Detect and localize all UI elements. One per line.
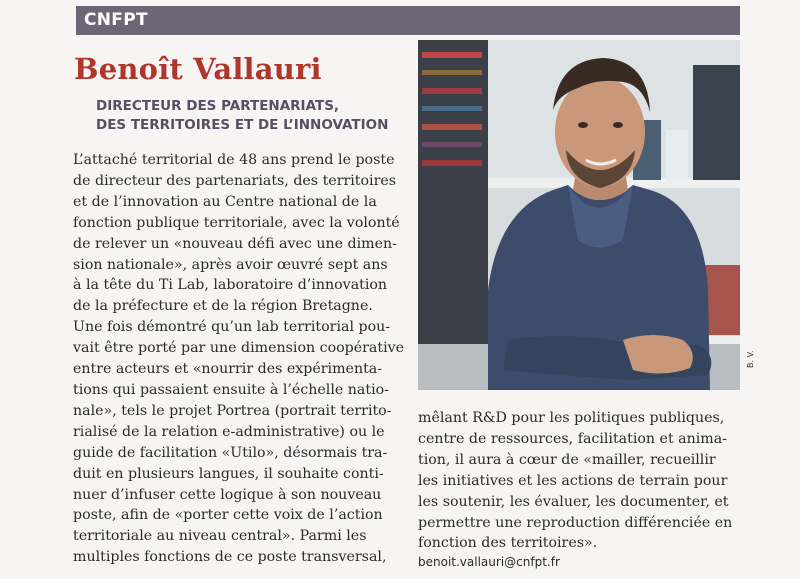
article-text-line: de relever un «nouveau défi avec une dimen-: [73, 235, 397, 252]
photo-credit: B. V.: [746, 350, 755, 368]
article-text-line: guide de facilitation «Utilo», désormais tra-: [73, 444, 388, 461]
article-text-line: tions qui passaient ensuite à l’échelle natio-: [73, 381, 389, 398]
contact-email[interactable]: benoit.vallauri@cnfpt.fr: [418, 555, 560, 569]
article-text-line: et de l’innovation au Centre national de la: [73, 193, 377, 210]
article-text-line: rialisé de la relation e-administrative) ou le: [73, 423, 385, 440]
article-text-line: sion nationale», après avoir œuvré sept ans: [73, 256, 388, 273]
article-text-line: duit en plusieurs langues, il souhaite conti-: [73, 465, 384, 482]
section-banner: [76, 6, 740, 35]
publication-label: CNFPT: [84, 10, 148, 30]
article-text-line: nale», tels le projet Portrea (portrait territo-: [73, 402, 392, 419]
article-text-line: L’attaché territorial de 48 ans prend le poste: [73, 152, 395, 168]
article-text-line: permettre une reproduction différenciée en: [418, 514, 733, 531]
article-text-line: fonction publique territoriale, avec la volonté: [73, 214, 400, 231]
job-title-line: DES TERRITOIRES ET DE L’INNOVATION: [96, 117, 389, 133]
job-title-line: DIRECTEUR DES PARTENARIATS,: [96, 98, 340, 114]
article-text-line: multiples fonctions de ce poste transversal,: [73, 549, 387, 566]
article-text-line: de directeur des partenariats, des territoires: [73, 172, 397, 189]
article-text-line: mêlant R&D pour les politiques publiques,: [418, 410, 725, 426]
article-text-line: Une fois démontré qu’un lab territorial pou-: [73, 319, 391, 336]
article-body-left: [73, 150, 405, 568]
article-text-line: territoriale au niveau central». Parmi les: [73, 528, 367, 545]
article-text-line: nuer d’infuser cette logique à son nouveau: [73, 486, 382, 503]
article-text-line: fonction des territoires».: [418, 535, 598, 552]
article-text-line: centre de ressources, facilitation et anima-: [418, 430, 728, 447]
article-text-line: les soutenir, les évaluer, les documenter, et: [418, 493, 729, 510]
job-title: [96, 97, 416, 135]
article-text-line: poste, afin de «porter cette voix de l’action: [73, 507, 383, 524]
portrait-photo: [418, 40, 740, 390]
article-body-right: [418, 408, 748, 554]
article-text-line: vait être porté par une dimension coopérative: [73, 340, 405, 357]
article-text-line: de la préfecture et de la région Bretagne.: [73, 298, 373, 315]
article-text-line: à la tête du Ti Lab, laboratoire d’innovation: [73, 277, 388, 294]
article-text-line: tion, il aura à cœur de «mailler, recueillir: [418, 451, 716, 468]
article-text-line: les initiatives et les actions de terrain pour: [418, 472, 728, 489]
person-name: Benoît Vallauri: [74, 52, 322, 86]
article-text-line: entre acteurs et «nourrir des expérimenta-: [73, 361, 383, 378]
